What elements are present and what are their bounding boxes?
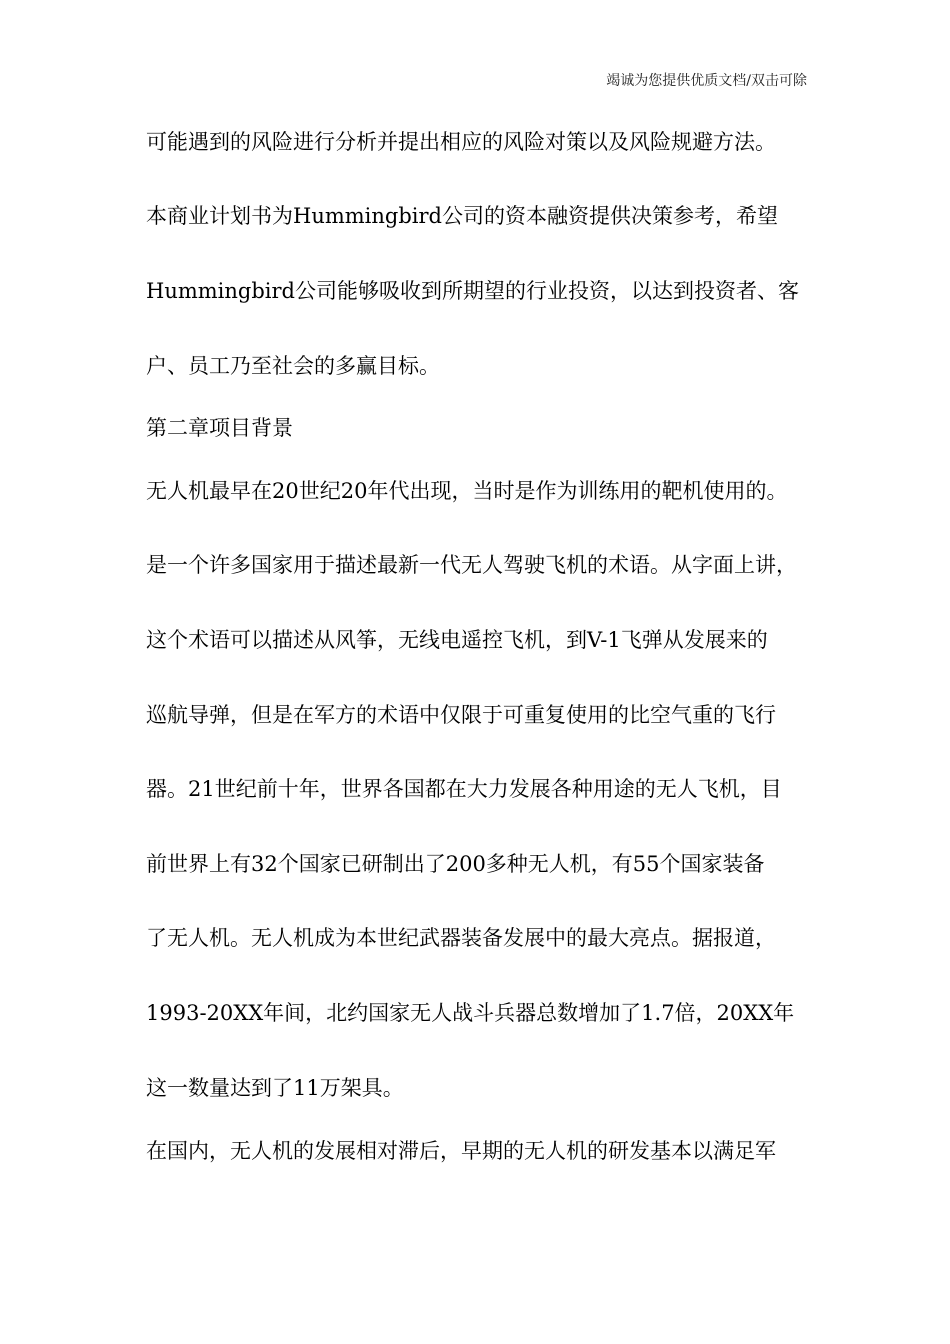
header-note: 竭诚为您提供优质文档/双击可除 xyxy=(606,73,807,89)
paragraph-line: 前世界上有32个国家已研制出了200多种无人机，有55个国家装备 xyxy=(146,852,765,876)
paragraph-line: 这个术语可以描述从风筝，无线电遥控飞机，到V-1飞弹从发展来的 xyxy=(146,628,768,652)
paragraph-line: 无人机最早在20世纪20年代出现，当时是作为训练用的靶机使用的。 xyxy=(146,479,788,503)
paragraph-line: 可能遇到的风险进行分析并提出相应的风险对策以及风险规避方法。 xyxy=(146,130,776,154)
paragraph-line: 户、员工乃至社会的多赢目标。 xyxy=(146,354,440,378)
paragraph-line: 是一个许多国家用于描述最新一代无人驾驶飞机的术语。从字面上讲， xyxy=(146,553,797,577)
paragraph-line: 本商业计划书为Hummingbird公司的资本融资提供决策参考，希望 xyxy=(146,204,778,228)
paragraph-line: Hummingbird公司能够吸收到所期望的行业投资，以达到投资者、客 xyxy=(146,279,799,303)
paragraph-line: 巡航导弹，但是在军方的术语中仅限于可重复使用的比空气重的飞行 xyxy=(146,703,776,727)
paragraph-line: 了无人机。无人机成为本世纪武器装备发展中的最大亮点。据报道， xyxy=(146,926,776,950)
paragraph-line: 器。21世纪前十年，世界各国都在大力发展各种用途的无人飞机，目 xyxy=(146,777,782,801)
paragraph-line: 在国内，无人机的发展相对滞后，早期的无人机的研发基本以满足军 xyxy=(146,1139,776,1163)
paragraph-line: 1993-20XX年间，北约国家无人战斗兵器总数增加了1.7倍，20XX年 xyxy=(146,1001,795,1025)
paragraph-line: 这一数量达到了11万架具。 xyxy=(146,1076,404,1100)
section-heading: 第二章项目背景 xyxy=(146,416,293,440)
